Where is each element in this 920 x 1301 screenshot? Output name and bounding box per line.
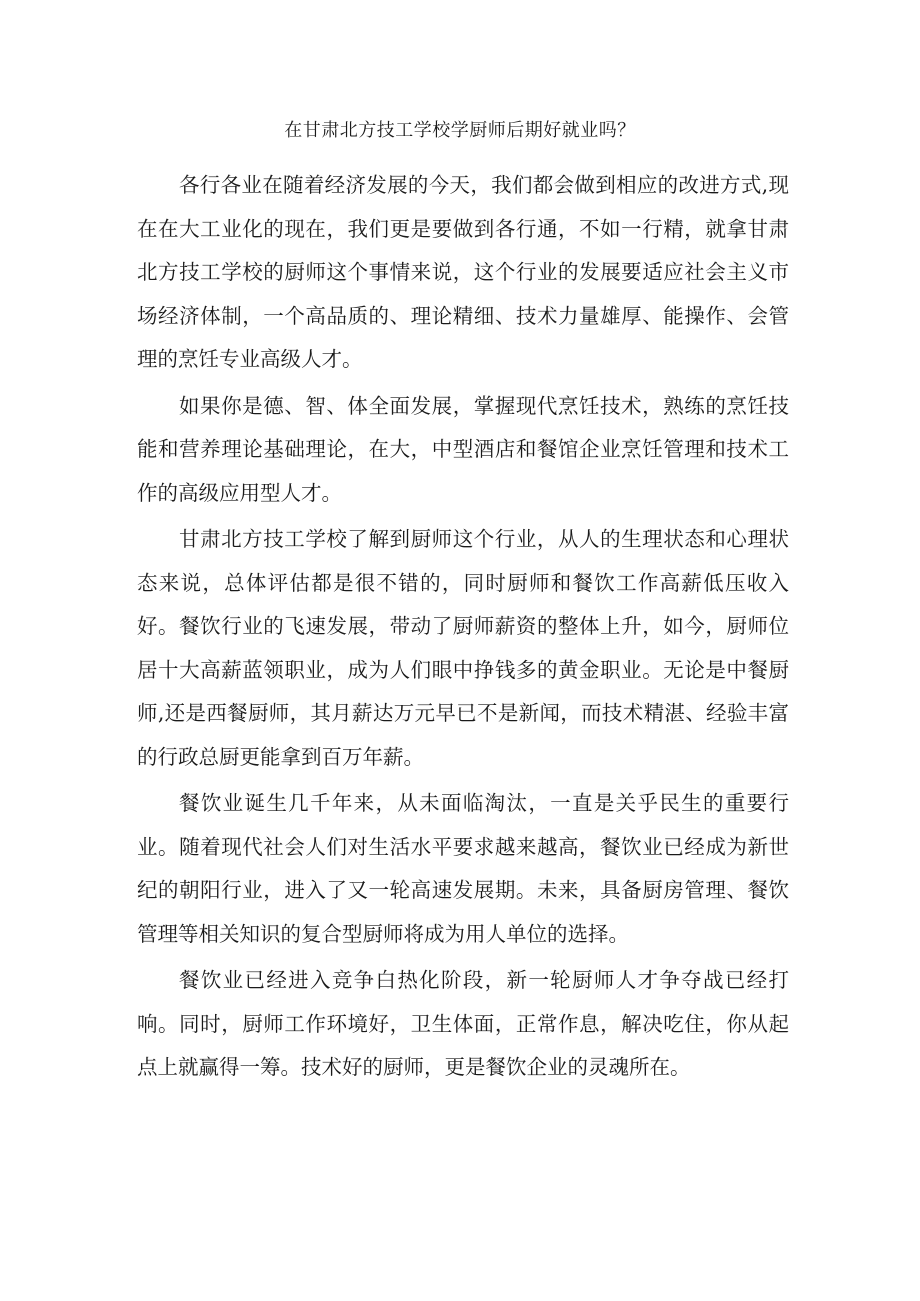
paragraph-2: 如果你是德、智、体全面发展，掌握现代烹饪技术，熟练的烹饪技能和营养理论基础理论，在大，中型酒店和餐馆企业烹饪管理和技术工作的高级应用型人才。	[137, 393, 789, 505]
paragraph-4: 餐饮业诞生几千年来，从未面临淘汰，一直是关乎民生的重要行业。随着现代社会人们对生活水平要求越来越高，餐饮业已经成为新世纪的朝阳行业，进入了又一轮高速发展期。未来，具备厨房管理、餐饮管理等相关知识的复合型厨师将成为用人单位的选择。	[137, 791, 789, 946]
document-body	[137, 164, 789, 1093]
paragraph-3: 甘肃北方技工学校了解到厨师这个行业，从人的生理状态和心理状态来说，总体评估都是很不错的，同时厨师和餐饮工作高薪低压收入好。餐饮行业的飞速发展，带动了厨师薪资的整体上升，如今，厨师位居十大高薪蓝领职业，成为人们眼中挣钱多的黄金职业。无论是中餐厨师,还是西餐厨师，其月薪达万元早已不是新闻，而技术精湛、经验丰富的行政总厨更能拿到百万年薪。	[137, 527, 789, 769]
document-title: 在甘肃北方技工学校学厨师后期好就业吗？	[284, 120, 636, 141]
paragraph-5: 餐饮业已经进入竞争白热化阶段，新一轮厨师人才争夺战已经打响。同时，厨师工作环境好，卫生体面，正常作息，解决吃住，你从起点上就赢得一筹。技术好的厨师，更是餐饮企业的灵魂所在。	[137, 968, 789, 1079]
paragraph-1: 各行各业在随着经济发展的今天，我们都会做到相应的改进方式,现在在大工业化的现在，我们更是要做到各行通，不如一行精，就拿甘肃北方技工学校的厨师这个事情来说，这个行业的发展要适应社会主义市场经济体制，一个高品质的、理论精细、技术力量雄厚、能操作、会管理的烹饪专业高级人才。	[137, 173, 789, 371]
